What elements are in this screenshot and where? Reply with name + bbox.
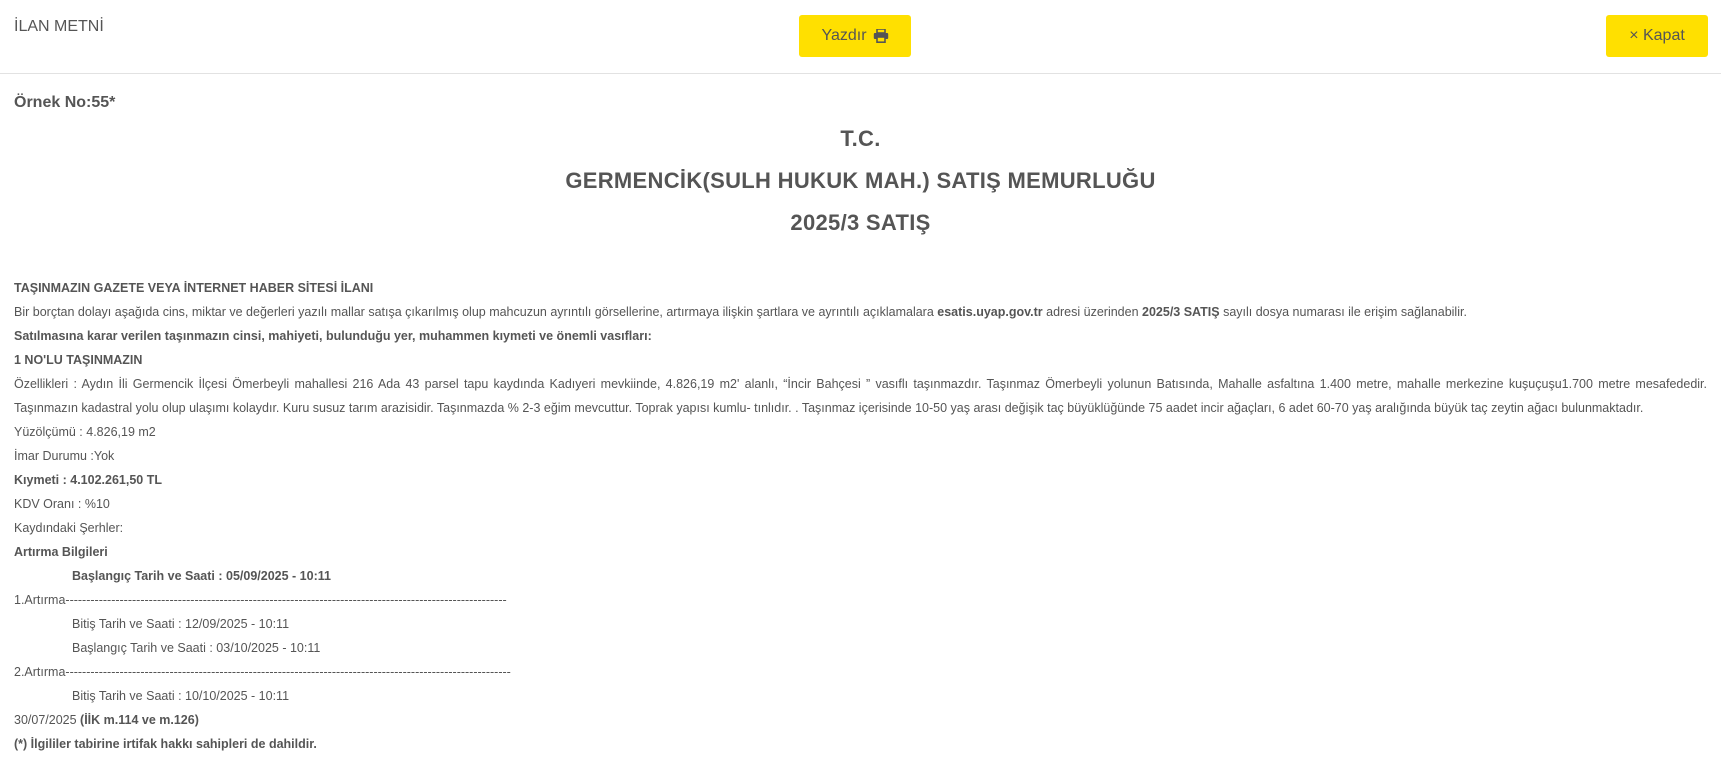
intro-text: Bir borçtan dolayı aşağıda cins, miktar ve değerleri yazılı mallar satışa çıkarılmış olup mahcuzun ayrıntılı görsellerine, artırmaya ilişkin şartlara ve ayrıntılı açıklamalara	[14, 305, 938, 319]
property-area: Yüzölçümü : 4.826,19 m2	[14, 425, 156, 439]
law-reference: (İİK m.114 ve m.126)	[76, 713, 199, 727]
auction1-label: 1.Artırma	[14, 593, 66, 607]
print-button[interactable]	[799, 15, 911, 57]
date-line	[14, 708, 1707, 732]
announcement-body	[14, 276, 1707, 756]
footnote: (*) İlgililer tabirine irtifak hakkı sahipleri de dahildir.	[14, 737, 317, 751]
file-number: 2025/3 SATIŞ	[1142, 305, 1220, 319]
auction2-row	[14, 660, 1707, 684]
property-value: Kıymeti : 4.102.261,50 TL	[14, 473, 162, 487]
auction2-label: 2.Artırma	[14, 665, 66, 679]
intro-paragraph	[14, 300, 1707, 324]
esatis-site: esatis.uyap.gov.tr	[937, 305, 1043, 319]
annotations: Kaydındaki Şerhler:	[14, 521, 124, 535]
auction1-divider: ----------------------------------------------------------------------------------------------------------	[65, 593, 507, 607]
document-heading	[14, 122, 1707, 240]
print-button-label: Yazdır	[821, 27, 867, 44]
heading-tc: T.C.	[840, 126, 881, 151]
intro-text-3: sayılı dosya numarası ile erişim sağlanabilir.	[1219, 305, 1467, 319]
modal-header	[0, 0, 1721, 74]
auction2-start: Başlangıç Tarih ve Saati : 03/10/2025 - 10:11	[72, 641, 321, 655]
auction1-end: Bitiş Tarih ve Saati : 12/09/2025 - 10:11	[72, 617, 290, 631]
vat-rate: KDV Oranı : %10	[14, 497, 110, 511]
heading-file: 2025/3 SATIŞ	[790, 210, 931, 235]
auction1-start: Başlangıç Tarih ve Saati : 05/09/2025 - 10:11	[72, 569, 331, 583]
printer-icon	[873, 29, 889, 43]
modal-title: İLAN METNİ	[14, 18, 104, 35]
sample-number: Örnek No:55*	[14, 94, 116, 111]
auction2-end: Bitiş Tarih ve Saati : 10/10/2025 - 10:11	[72, 689, 290, 703]
auction-title: Artırma Bilgileri	[14, 545, 108, 559]
section-title: TAŞINMAZIN GAZETE VEYA İNTERNET HABER SİTESİ İLANI	[14, 281, 374, 295]
auction2-divider: -----------------------------------------------------------------------------------------------------------	[65, 665, 511, 679]
zoning-status: İmar Durumu :Yok	[14, 449, 115, 463]
property-title: 1 NO'LU TAŞINMAZIN	[14, 353, 143, 367]
close-button[interactable]: × Kapat	[1606, 15, 1708, 57]
auction1-row	[14, 588, 1707, 612]
intro-text-2: adresi üzerinden	[1042, 305, 1143, 319]
announcement-content	[0, 94, 1721, 756]
announcement-date: 30/07/2025	[14, 713, 77, 727]
heading-office: GERMENCİK(SULH HUKUK MAH.) SATIŞ MEMURLUĞU	[565, 168, 1156, 193]
property-features: Özellikleri : Aydın İli Germencik İlçesi Ömerbeyli mahallesi 216 Ada 43 parsel tapu kaydında Kadıyeri mevkiinde, 4.826,19 m2' alanlı, “İncir Bahçesi ” vasıflı taşınmazdır. Taşınmaz Ömerbeyli yolunun Batısında, Mahalle asfaltına 1.400 metre, mahalle merkezine kuşuçuşu1.700 metre mesafededir. Taşınmazın kadastral yolu olup ulaşımı kolaydır. Kuru susuz tarım arazisidir. Taşınmazda % 2-3 eğim mevcuttur. Toprak yapısı kumlu- tınlıdır. . Taşınmaz içerisinde 10-50 yaş arası değişik taç büyüklüğünde 75 aadet incir ağaçları, 6 adet 60-70 yaş aralığında büyük taç zeytin ağacı bulunmaktadır.	[14, 377, 1707, 415]
subject-line: Satılmasına karar verilen taşınmazın cinsi, mahiyeti, bulunduğu yer, muhammen kıymeti ve önemli vasıfları:	[14, 329, 652, 343]
